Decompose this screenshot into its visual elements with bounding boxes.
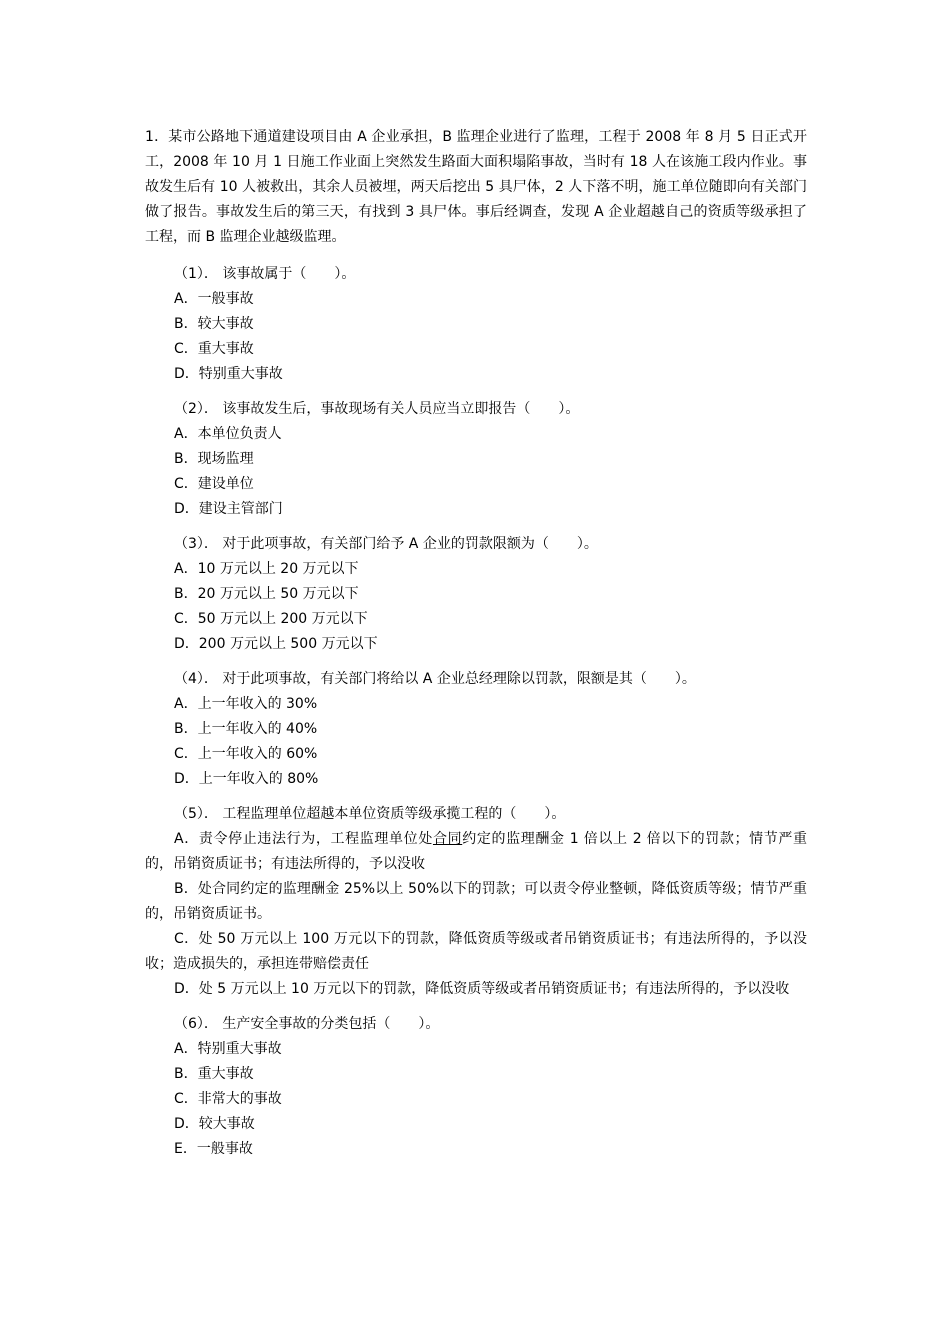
question-stem: （3）． 对于此项事故，有关部门给予 A 企业的罚款限额为（ ）。 xyxy=(174,536,598,552)
option-d: D．建设主管部门 xyxy=(174,501,283,517)
option-a: A．上一年收入的 30% xyxy=(174,696,318,712)
option-a xyxy=(145,827,807,877)
option-b: B．上一年收入的 40% xyxy=(174,721,318,737)
option-c: C．上一年收入的 60% xyxy=(174,746,318,762)
question-stem: （2）． 该事故发生后，事故现场有关人员应当立即报告（ ）。 xyxy=(174,401,580,417)
question-4 xyxy=(145,667,807,792)
question-5 xyxy=(145,802,807,1002)
option-a-text-start: A．责令停止违法行为，工程监理单位处 xyxy=(174,831,433,847)
question-stem: （6）． 生产安全事故的分类包括（ ）。 xyxy=(174,1016,440,1032)
option-a: A．10 万元以上 20 万元以下 xyxy=(174,561,359,577)
question-1 xyxy=(145,262,807,387)
question-2 xyxy=(145,397,807,522)
question-stem: （1）． 该事故属于（ ）。 xyxy=(174,266,356,282)
option-e: E．一般事故 xyxy=(174,1141,253,1157)
contract-link[interactable]: 合同 xyxy=(432,831,463,847)
option-d: D．处 5 万元以上 10 万元以下的罚款，降低资质等级或者吊销资质证书；有违法所得的，予以没收 xyxy=(174,981,790,997)
option-a-text-end: 约定的监理酬金 1 倍以上 2 倍以下的罚款；情节严重的，吊销资质证书；有违法所得的，予以没收 xyxy=(145,831,807,872)
option-a: A．本单位负责人 xyxy=(174,426,282,442)
option-d: D．上一年收入的 80% xyxy=(174,771,319,787)
option-d: D．特别重大事故 xyxy=(174,366,283,382)
question-6 xyxy=(145,1012,807,1162)
option-c: C．建设单位 xyxy=(174,476,254,492)
question-stem: （5）． 工程监理单位超越本单位资质等级承揽工程的（ ）。 xyxy=(174,806,566,822)
option-d: D．200 万元以上 500 万元以下 xyxy=(174,636,378,652)
option-b: B．现场监理 xyxy=(174,451,254,467)
case-intro: 1．某市公路地下通道建设项目由 A 企业承担，B 监理企业进行了监理，工程于 2008 年 8 月 5 日正式开工，2008 年 10 月 1 日施工作业面上突然发生路面大面积塌陷事故，当时有 18 人在该施工段内作业。事故发生后有 10 人被救出，其余人员被埋，两天后挖出 5 具尸体，2 人下落不明，施工单位随即向有关部门做了报告。事故发生后的第三天，有找到 3 具尸体。事后经调查，发现 A 企业超越自己的资质等级承担了工程，而 B 监理企业越级监理。 xyxy=(145,129,807,245)
option-c: C．非常大的事故 xyxy=(174,1091,282,1107)
option-c: C．50 万元以上 200 万元以下 xyxy=(174,611,368,627)
option-b: B．重大事故 xyxy=(174,1066,254,1082)
document-page xyxy=(145,125,807,1172)
option-b: B．较大事故 xyxy=(174,316,254,332)
option-a: A．一般事故 xyxy=(174,291,254,307)
option-c: C．重大事故 xyxy=(174,341,254,357)
option-a: A．特别重大事故 xyxy=(174,1041,282,1057)
option-b: B．处合同约定的监理酬金 25%以上 50%以下的罚款；可以责令停业整顿，降低资质等级；情节严重的，吊销资质证书。 xyxy=(145,881,807,922)
option-d: D．较大事故 xyxy=(174,1116,255,1132)
question-stem: （4）． 对于此项事故，有关部门将给以 A 企业总经理除以罚款，限额是其（ ）。 xyxy=(174,671,696,687)
option-b: B．20 万元以上 50 万元以下 xyxy=(174,586,359,602)
option-c: C．处 50 万元以上 100 万元以下的罚款，降低资质等级或者吊销资质证书；有违法所得的，予以没收；造成损失的，承担连带赔偿责任 xyxy=(145,931,807,972)
question-3 xyxy=(145,532,807,657)
